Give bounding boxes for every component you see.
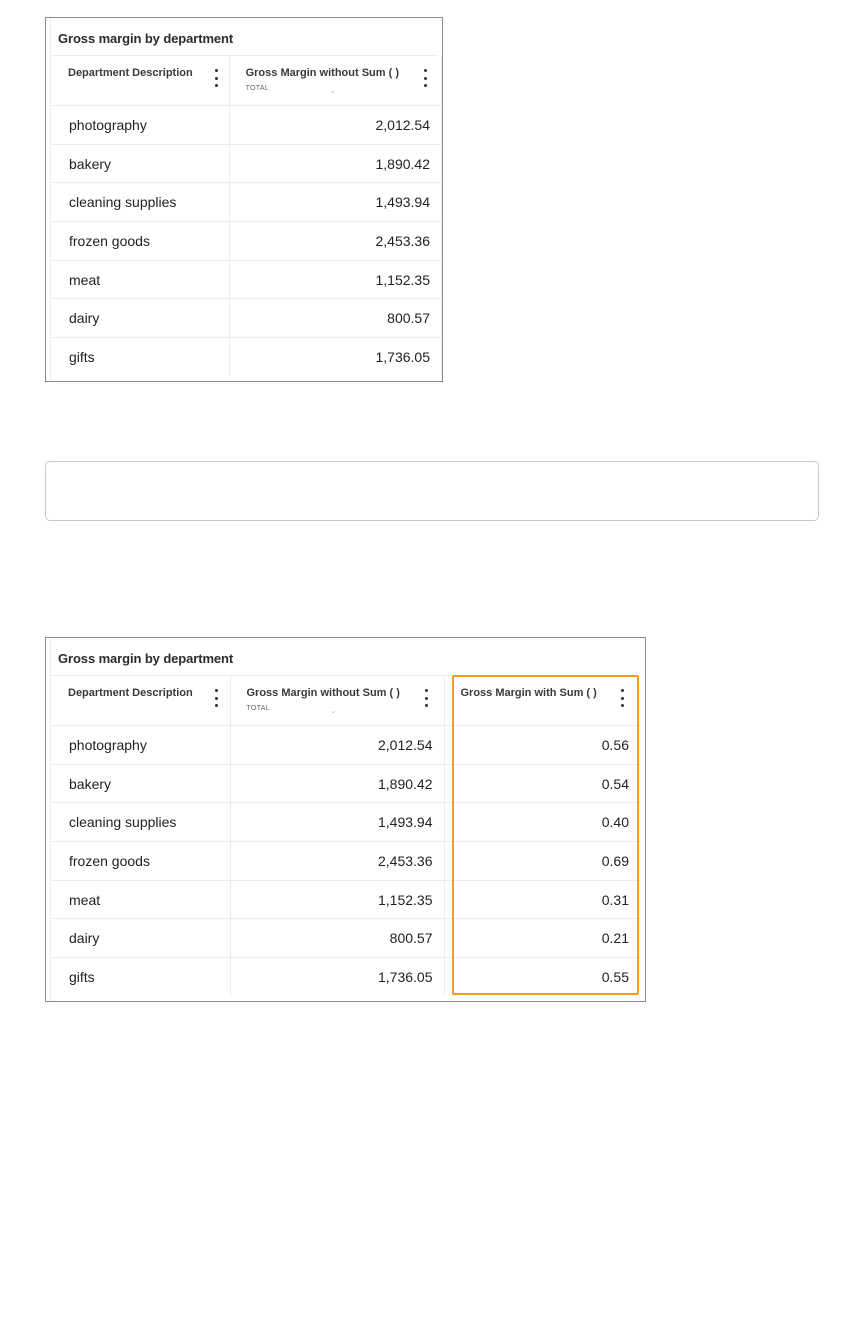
kebab-menu-icon[interactable] — [620, 689, 626, 707]
column-header-department[interactable] — [52, 56, 229, 106]
cell-gross-margin-with-sum: 0.31 — [444, 880, 640, 919]
cell-department: dairy — [52, 919, 230, 958]
chevron-down-icon[interactable]: ⌄ — [330, 708, 337, 715]
cell-gross-margin-with-sum: 0.40 — [444, 803, 640, 842]
cell-department: frozen goods — [52, 842, 230, 881]
cell-department: cleaning supplies — [52, 183, 229, 222]
cell-gross-margin-with-sum: 0.21 — [444, 919, 640, 958]
column-header-label: Gross Margin without Sum ( ) — [245, 67, 399, 79]
table-row[interactable] — [52, 880, 640, 919]
column-header-gross-margin-without-sum[interactable] — [230, 676, 444, 726]
cell-gross-margin-with-sum: 0.56 — [444, 726, 640, 765]
cell-gross-margin: 2,453.36 — [229, 222, 441, 261]
cell-department: meat — [52, 880, 230, 919]
cell-department: gifts — [52, 958, 230, 997]
cell-department: cleaning supplies — [52, 803, 230, 842]
cell-gross-margin: 1,890.42 — [229, 144, 441, 183]
cell-gross-margin: 1,152.35 — [230, 880, 444, 919]
column-header-department[interactable] — [52, 676, 230, 726]
cell-gross-margin: 2,012.54 — [229, 106, 441, 145]
cell-gross-margin: 1,493.94 — [229, 183, 441, 222]
cell-gross-margin-with-sum: 0.55 — [601, 969, 629, 986]
column-header-gross-margin-with-sum[interactable] — [444, 676, 640, 726]
cell-gross-margin: 1,152.35 — [229, 260, 441, 299]
table-row[interactable] — [52, 144, 442, 183]
cell-department: frozen goods — [52, 222, 229, 261]
cell-gross-margin: 2,012.54 — [230, 726, 444, 765]
cell-gross-margin: 800.57 — [229, 299, 441, 338]
panel-divider — [50, 18, 51, 381]
cell-gross-margin: 1,736.05 — [229, 338, 441, 377]
data-table — [52, 676, 640, 996]
table-row[interactable] — [52, 222, 442, 261]
column-header-label: Department Description — [68, 687, 193, 699]
aggregation-label: TOTAL — [246, 705, 270, 712]
table-row[interactable] — [52, 338, 442, 377]
cell-department: photography — [52, 726, 230, 765]
table-row[interactable] — [52, 726, 640, 765]
cell-department: bakery — [52, 144, 229, 183]
cell-department: dairy — [52, 299, 229, 338]
column-header-label: Gross Margin without Sum ( ) — [246, 687, 400, 699]
panel-title: Gross margin by department — [58, 31, 234, 46]
cell-gross-margin-with-sum: 0.54 — [444, 764, 640, 803]
column-header-label: Department Description — [68, 67, 193, 79]
table-row[interactable] — [52, 958, 640, 997]
table-row[interactable] — [52, 919, 640, 958]
table-row[interactable] — [52, 260, 442, 299]
kebab-menu-icon[interactable] — [213, 69, 219, 87]
formula-box[interactable] — [45, 461, 819, 521]
cell-department: photography — [52, 106, 229, 145]
cell-gross-margin: 1,736.05 — [230, 958, 444, 997]
table-row[interactable] — [52, 106, 442, 145]
kebab-menu-icon[interactable] — [424, 689, 430, 707]
cell-gross-margin: 1,890.42 — [230, 764, 444, 803]
panel-divider — [50, 638, 51, 1001]
table-panel-after — [45, 637, 646, 1002]
table-row[interactable] — [52, 803, 640, 842]
table-row[interactable] — [52, 842, 640, 881]
table-row[interactable] — [52, 183, 442, 222]
chevron-down-icon[interactable]: ⌄ — [329, 88, 336, 95]
cell-department: bakery — [52, 764, 230, 803]
cell-gross-margin-with-sum: 0.69 — [444, 842, 640, 881]
table-row[interactable] — [52, 764, 640, 803]
cell-department: gifts — [52, 338, 229, 377]
kebab-menu-icon[interactable] — [423, 69, 429, 87]
data-table — [52, 56, 442, 376]
panel-title: Gross margin by department — [58, 651, 234, 666]
cell-gross-margin: 800.57 — [230, 919, 444, 958]
table-panel-before — [45, 17, 443, 382]
cell-department: meat — [52, 260, 229, 299]
cell-gross-margin: 1,493.94 — [230, 803, 444, 842]
column-header-gross-margin-without-sum[interactable] — [229, 56, 441, 106]
column-header-label: Gross Margin with Sum ( ) — [460, 687, 597, 699]
aggregation-label: TOTAL — [245, 85, 270, 92]
table-row[interactable] — [52, 299, 442, 338]
kebab-menu-icon[interactable] — [213, 689, 219, 707]
cell-gross-margin: 2,453.36 — [230, 842, 444, 881]
